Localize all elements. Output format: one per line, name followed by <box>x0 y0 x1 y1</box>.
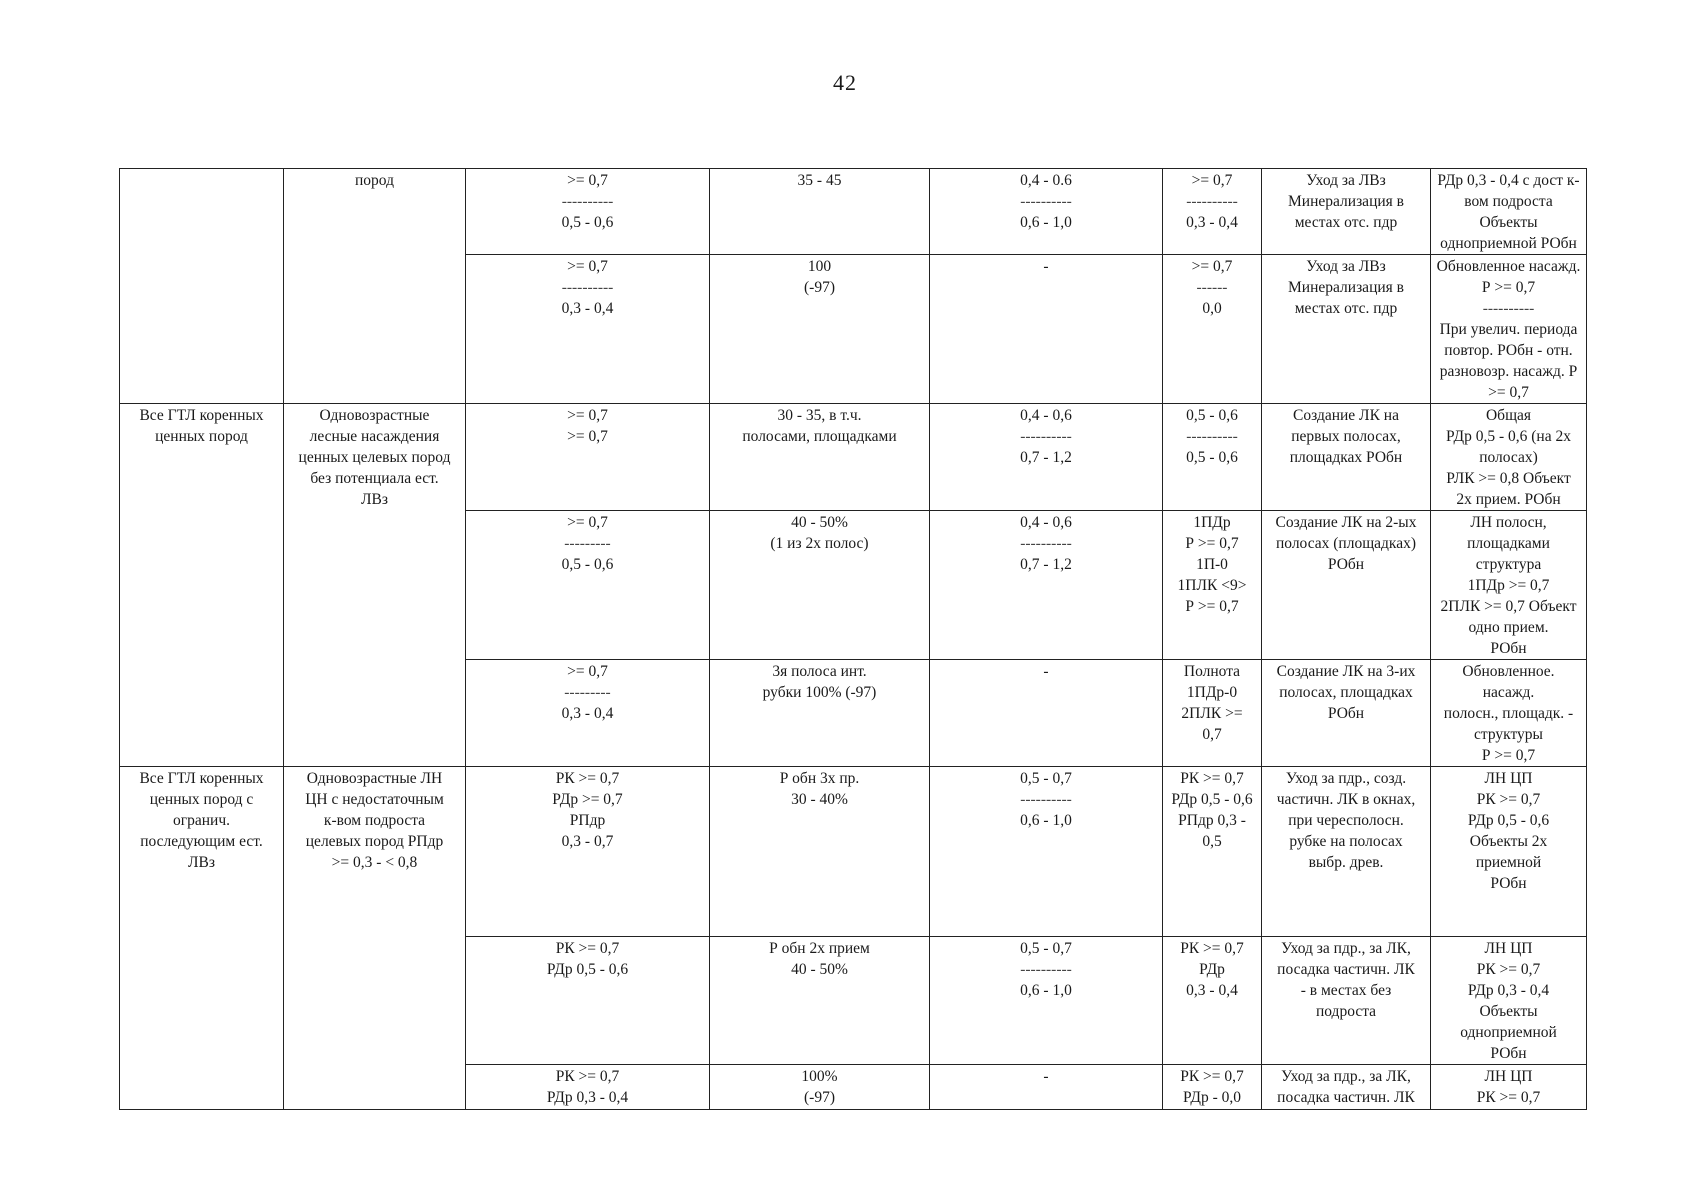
cell-line: Уход за ЛВз <box>1306 172 1386 189</box>
cell-line: Создание ЛК на 3-их <box>1276 663 1416 680</box>
cell-line: РДр 0,5 - 0,6 (на 2х <box>1446 428 1571 445</box>
cell-line: 0,7 <box>1202 726 1222 743</box>
intensity-cell <box>710 255 930 404</box>
cell-line: >= 0,7 <box>1191 258 1233 275</box>
stocking-cell <box>930 404 1163 511</box>
stocking-cell <box>930 767 1163 937</box>
after-felling-cell <box>1163 767 1262 937</box>
cell-line: повтор. РОбн - отн. <box>1444 342 1573 359</box>
density-cell <box>466 511 710 660</box>
cell-line: выбр. древ. <box>1308 854 1384 871</box>
cell-line: первых полосах, <box>1291 428 1401 445</box>
forest-type-cell <box>120 169 284 404</box>
cell-line: ------ <box>1196 279 1228 296</box>
cell-line: при чересполосн. <box>1288 812 1404 829</box>
cell-line: РОбн <box>1327 556 1365 573</box>
cell-line: 0,6 - 1,0 <box>1020 812 1072 829</box>
cell-line: РПдр <box>569 812 606 829</box>
cell-line: структуры <box>1474 726 1543 743</box>
measures-cell <box>1262 937 1431 1065</box>
intensity-cell <box>710 511 930 660</box>
cell-text: Все ГТЛ коренных ценных пород с огранич. последующим ест. ЛВз <box>139 770 264 871</box>
cell-line: 0,5 - 0,6 <box>561 214 614 231</box>
density-cell <box>466 1065 710 1110</box>
cell-line: РК >= 0,7 <box>555 770 620 787</box>
cell-line: 0,3 - 0,7 <box>561 833 614 850</box>
cell-line: 40 - 50% <box>791 961 848 978</box>
cell-line: 0,0 <box>1202 300 1222 317</box>
cell-line: РОбн <box>1327 705 1365 722</box>
cell-line: РК >= 0,7 <box>1476 791 1541 808</box>
cell-line: 1ПДр >= 0,7 <box>1467 577 1550 594</box>
cell-line: приемной <box>1475 854 1542 871</box>
cell-line: >= 0,7 <box>567 172 608 189</box>
cell-line: разновозр. насажд. Р <box>1439 363 1578 380</box>
cell-line: 30 - 35, в т.ч. <box>777 407 862 424</box>
cell-line: РК >= 0,7 <box>555 940 620 957</box>
stand-description-cell <box>284 169 466 404</box>
cell-line: Объекты <box>1479 1003 1538 1020</box>
forest-type-cell <box>120 404 284 767</box>
after-felling-cell <box>1163 169 1262 255</box>
cell-line: 0,6 - 1,0 <box>1020 214 1072 231</box>
cell-line: Р >= 0,7 <box>1481 747 1536 764</box>
cell-text: Все ГТЛ коренных ценных пород <box>139 407 264 445</box>
cell-line: 0,5 - 0,7 <box>1020 940 1072 957</box>
cell-line: >= 0,7 <box>567 428 608 445</box>
cell-line: РК >= 0,7 <box>1180 940 1244 957</box>
cell-line: РДр 0,5 - 0,6 <box>1467 812 1550 829</box>
cell-line: ЛН ЦП <box>1484 940 1533 957</box>
intensity-cell <box>710 767 930 937</box>
cell-line: 100 <box>807 258 832 275</box>
intensity-cell <box>710 660 930 767</box>
cell-line: ---------- <box>561 279 614 296</box>
cell-line: >= 0,7 <box>567 663 608 680</box>
cell-line: 35 - 45 <box>797 172 842 189</box>
stocking-cell <box>930 937 1163 1065</box>
cell-line: полосах (площадках) <box>1275 535 1416 552</box>
measures-cell <box>1262 1065 1431 1110</box>
cell-line: (1 из 2х полос) <box>770 535 869 552</box>
density-cell <box>466 169 710 255</box>
cell-line: - в местах без <box>1300 982 1392 999</box>
cell-line: РОбн <box>1490 875 1527 892</box>
cell-line: Общая <box>1485 407 1532 424</box>
stocking-cell <box>930 169 1163 255</box>
stocking-cell <box>930 660 1163 767</box>
cell-line: ---------- <box>1186 428 1238 445</box>
table-row <box>120 767 1587 937</box>
intensity-cell <box>710 937 930 1065</box>
table-row <box>120 404 1587 511</box>
stocking-cell <box>930 255 1163 404</box>
result-cell <box>1431 660 1587 767</box>
cell-line: РОбн <box>1490 1045 1527 1062</box>
cell-line: 0,3 - 0,4 <box>1186 982 1238 999</box>
cell-line: 30 - 40% <box>791 791 848 808</box>
table-body <box>120 169 1587 1110</box>
cell-line: посадка частичн. ЛК <box>1277 1089 1415 1106</box>
after-felling-cell <box>1163 511 1262 660</box>
cell-line: 2х прием. РОбн <box>1456 491 1561 508</box>
cell-line: Р обн 2х прием <box>769 940 870 957</box>
after-felling-cell <box>1163 660 1262 767</box>
cell-text: пород <box>355 172 394 189</box>
cell-line: 0,5 - 0,6 <box>561 556 614 573</box>
cell-line: 2ПЛК >= 0,7 Объект <box>1440 598 1577 615</box>
cell-line: РДр >= 0,7 <box>552 791 623 808</box>
cell-line: 0,4 - 0.6 <box>1020 172 1072 189</box>
cell-line: местах отс. пдр <box>1294 300 1398 317</box>
cell-line: рубке на полосах <box>1289 833 1403 850</box>
cell-line: РДр 0,5 - 0,6 <box>1171 791 1253 808</box>
cell-line: площадках РОбн <box>1289 449 1403 466</box>
cell-line: --------- <box>564 684 611 701</box>
cell-text: Одновозрастные ЛН ЦН с недостаточным к-вом подроста целевых пород РПдр >= 0,3 - < 0,8 <box>305 770 444 871</box>
cell-line: >= 0,7 <box>567 514 608 531</box>
cell-line: местах отс. пдр <box>1294 214 1398 231</box>
measures-cell <box>1262 404 1431 511</box>
cell-line: 1П-0 <box>1196 556 1228 573</box>
cell-line: РДр 0,3 - 0,4 <box>546 1089 629 1106</box>
cell-line: Уход за пдр., за ЛК, <box>1281 940 1411 957</box>
density-cell <box>466 767 710 937</box>
cell-line: полосами, площадками <box>742 428 897 445</box>
cell-line: насажд. <box>1482 684 1535 701</box>
cell-line: РК >= 0,7 <box>1476 961 1541 978</box>
cell-line: подроста <box>1315 1003 1377 1020</box>
cell-line: РК >= 0,7 <box>555 1068 620 1085</box>
cell-line: 0,3 - 0,4 <box>561 300 614 317</box>
after-felling-cell <box>1163 937 1262 1065</box>
density-cell <box>466 255 710 404</box>
cell-line: 0,3 - 0,4 <box>561 705 614 722</box>
stand-description-cell <box>284 404 466 767</box>
page-number: 42 <box>833 70 857 95</box>
after-felling-cell <box>1163 1065 1262 1110</box>
cell-line: ЛН ЦП <box>1484 770 1533 787</box>
measures-cell <box>1262 767 1431 937</box>
cell-line: Минерализация в <box>1288 279 1404 296</box>
cell-line: 0,5 - 0,6 <box>1186 449 1238 466</box>
after-felling-cell <box>1163 404 1262 511</box>
cell-line: Объекты 2х <box>1469 833 1548 850</box>
cell-line: 0,4 - 0,6 <box>1020 514 1072 531</box>
cell-line: ---------- <box>1020 428 1072 445</box>
cell-line: 0,4 - 0,6 <box>1020 407 1072 424</box>
intensity-cell <box>710 1065 930 1110</box>
cell-line: РДр <box>1199 961 1225 978</box>
forest-type-cell <box>120 767 284 1110</box>
cell-line: ЛН полосн, <box>1470 514 1547 531</box>
cell-line: - <box>1043 663 1049 680</box>
cell-line: Уход за пдр., созд. <box>1285 770 1407 787</box>
cell-line: Р >= 0,7 <box>1185 598 1239 615</box>
cell-line: 0,3 - 0,4 <box>1186 214 1238 231</box>
stand-description-cell <box>284 767 466 1110</box>
cell-line: рубки 100% (-97) <box>762 684 877 701</box>
cell-line: 40 - 50% <box>791 514 848 531</box>
cell-line: >= 0,7 <box>1488 384 1529 401</box>
cell-line: ЛН ЦП <box>1484 1068 1533 1085</box>
cell-line: 0,7 - 1,2 <box>1020 556 1072 573</box>
cell-line: 0,7 - 1,2 <box>1020 449 1072 466</box>
stocking-cell <box>930 1065 1163 1110</box>
measures-cell <box>1262 255 1431 404</box>
cell-line: РК >= 0,7 <box>1476 1089 1541 1106</box>
cell-line: Обновленное. <box>1462 663 1555 680</box>
cell-line: 0,5 - 0,7 <box>1020 770 1072 787</box>
cell-line: 1ПДр <box>1193 514 1231 531</box>
cell-line: ---------- <box>1020 193 1072 210</box>
cell-line: >= 0,7 <box>567 407 608 424</box>
result-cell <box>1431 767 1587 937</box>
cell-line: 0,5 - 0,6 <box>1186 407 1238 424</box>
cell-line: полосн., площадк. - <box>1443 705 1574 722</box>
cell-line: ---------- <box>1482 300 1535 317</box>
cell-line: РДр 0,3 - 0,4 с дост к- <box>1437 172 1580 189</box>
cell-line: 0,6 - 1,0 <box>1020 982 1072 999</box>
cell-line: При увелич. периода <box>1439 321 1578 338</box>
cell-line: Р обн 3х пр. <box>779 770 860 787</box>
cell-line: одноприемной РОбн <box>1440 235 1577 252</box>
cell-line: ---------- <box>561 193 614 210</box>
cell-line: РДр 0,3 - 0,4 <box>1467 982 1550 999</box>
cell-text: Одновозрастные лесные насаждения ценных целевых пород без потенциала ест. ЛВз <box>298 407 451 508</box>
after-felling-cell <box>1163 255 1262 404</box>
cell-line: полосах, площадках <box>1279 684 1413 701</box>
cell-line: вом подроста <box>1464 193 1553 210</box>
result-cell <box>1431 169 1587 255</box>
cell-line: РДр 0,5 - 0,6 <box>546 961 629 978</box>
cell-line: РПдр 0,3 - <box>1178 812 1246 829</box>
cell-line: ---------- <box>1020 961 1072 978</box>
cell-line: ---------- <box>1020 791 1072 808</box>
cell-line: 1ПДр-0 <box>1186 684 1238 701</box>
cell-line: структура <box>1475 556 1542 573</box>
cell-line: Создание ЛК на 2-ых <box>1275 514 1417 531</box>
result-cell <box>1431 255 1587 404</box>
cell-line: 100% <box>801 1068 838 1085</box>
density-cell <box>466 937 710 1065</box>
cell-line: ---------- <box>1186 193 1238 210</box>
intensity-cell <box>710 404 930 511</box>
result-cell <box>1431 511 1587 660</box>
table-row <box>120 169 1587 255</box>
density-cell <box>466 660 710 767</box>
cell-line: посадка частичн. ЛК <box>1277 961 1415 978</box>
cell-line: 1ПЛК <9> <box>1177 577 1247 594</box>
cell-line: - <box>1043 1068 1049 1085</box>
cell-line: частичн. ЛК в окнах, <box>1276 791 1416 808</box>
forestry-table <box>119 168 1587 1110</box>
cell-line: Полнота <box>1183 663 1241 680</box>
measures-cell <box>1262 660 1431 767</box>
cell-line: Объекты <box>1479 214 1538 231</box>
stocking-cell <box>930 511 1163 660</box>
cell-line: РК >= 0,7 <box>1180 1068 1244 1085</box>
cell-line: площадками <box>1467 535 1550 552</box>
cell-line: Р >= 0,7 <box>1481 279 1536 296</box>
measures-cell <box>1262 169 1431 255</box>
cell-line: ---------- <box>1020 535 1072 552</box>
cell-line: Уход за пдр., за ЛК, <box>1281 1068 1411 1085</box>
cell-line: >= 0,7 <box>1191 172 1233 189</box>
cell-line: 2ПЛК >= <box>1181 705 1243 722</box>
cell-line: РЛК >= 0,8 Объект <box>1446 470 1571 487</box>
cell-line: --------- <box>564 535 611 552</box>
cell-line: Создание ЛК на <box>1293 407 1399 424</box>
cell-line: (-97) <box>804 1089 835 1106</box>
cell-line: Обновленное насажд. <box>1436 258 1581 275</box>
cell-line: Минерализация в <box>1288 193 1404 210</box>
density-cell <box>466 404 710 511</box>
cell-line: 3я полоса инт. <box>772 663 867 680</box>
cell-line: РДр - 0,0 <box>1182 1089 1242 1106</box>
result-cell <box>1431 404 1587 511</box>
measures-cell <box>1262 511 1431 660</box>
cell-line: полосах) <box>1479 449 1538 466</box>
cell-line: Уход за ЛВз <box>1306 258 1386 275</box>
result-cell <box>1431 1065 1587 1110</box>
result-cell <box>1431 937 1587 1065</box>
cell-line: >= 0,7 <box>567 258 608 275</box>
cell-line: одно прием. <box>1468 619 1549 636</box>
cell-line: - <box>1043 258 1049 275</box>
cell-line: РОбн <box>1490 640 1527 657</box>
cell-line: (-97) <box>804 279 835 296</box>
cell-line: Р >= 0,7 <box>1185 535 1239 552</box>
intensity-cell <box>710 169 930 255</box>
cell-line: одноприемной <box>1460 1024 1557 1041</box>
cell-line: 0,5 <box>1202 833 1222 850</box>
cell-line: РК >= 0,7 <box>1180 770 1244 787</box>
